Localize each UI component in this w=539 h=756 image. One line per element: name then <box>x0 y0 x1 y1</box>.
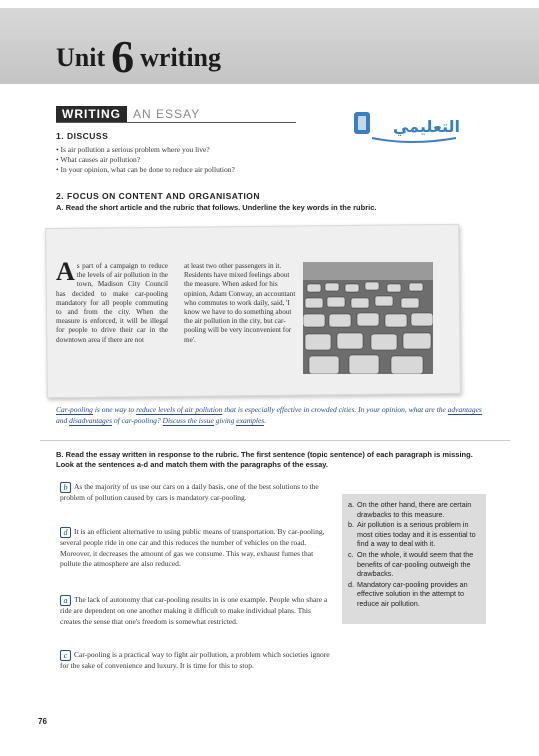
topic-sentence: d. Mandatory car-pooling provides an effective solution in the attempt to reduce air pollution. <box>348 579 468 608</box>
unit-banner <box>0 8 539 84</box>
unit-topic: writing <box>140 43 222 72</box>
rubric-keyword: examples <box>236 416 265 425</box>
discuss-questions <box>56 145 235 175</box>
rubric-segment: giving <box>213 416 237 425</box>
section-tag-main: WRITING <box>56 106 127 122</box>
unit-word: Unit <box>56 43 106 72</box>
article-text-1: s part of a campaign to reduce the levels of air pollution in the town, Madison City Council has decided to make car-pooling mandatory for all people commuting to and from the city. When the measure is enforced, it will be illegal for people to drive their car in the downtown area if there are not <box>56 262 168 344</box>
answer-box[interactable]: b <box>60 482 71 493</box>
instruction-b: B. Read the essay written in response to the rubric. The first sentence (topic sentence) of each paragraph is missing. Look at the sentences a-d and match them with the paragraphs of the essay. <box>56 450 473 469</box>
paragraph-text: It is an efficient alternative to using public means of transportation. By car-pooling, several people ride in one car and this reduces the number of vehicles on the road. Moreover, it decreases the amount of gas we consume. This way, exhaust fumes that pollute the atmosphere are also reduced. <box>60 527 325 568</box>
answer-box[interactable]: a <box>60 595 71 606</box>
rubric-keyword: reduce levels of air pollution <box>136 405 223 414</box>
essay-paragraph-2 <box>60 527 330 570</box>
rubric-segment: . <box>264 416 267 425</box>
topic-sentences-box <box>342 494 486 624</box>
focus-heading: 2. FOCUS ON CONTENT AND ORGANISATION <box>56 191 261 201</box>
rubric-segment: is one way to <box>92 405 137 414</box>
discuss-question: • What causes air pollution? <box>56 155 235 165</box>
rubric-text <box>56 404 486 426</box>
discuss-heading: 1. DISCUSS <box>56 131 109 141</box>
answer-box[interactable]: d <box>60 527 71 538</box>
essay-paragraph-4 <box>60 650 330 672</box>
rubric-keyword: Discuss the issue <box>162 416 214 425</box>
rubric-keyword: disadvantages <box>69 416 113 425</box>
topic-sentence: a. On the other hand, there are certain drawbacks to this measure. <box>348 500 472 519</box>
rubric-segment: of car-pooling? <box>112 416 163 425</box>
topic-sentence: b. Air pollution is a serious problem in most cities today and it is essential to find a way to deal with it. <box>348 520 476 549</box>
article-column-2: at least two other passengers in it. Residents have mixed feelings about the measure. When asked for his opinion, Adam Conway, an accountant who commutes to work daily, said, 'I know we have to do something about the air pollution in the city, but car-pooling will be very inconvenient for me'. <box>184 262 296 344</box>
divider <box>40 440 510 441</box>
rubric-keyword: Car-pooling <box>56 405 93 414</box>
svg-text:التعليمي: التعليمي <box>392 117 460 136</box>
essay-paragraph-3 <box>60 595 330 627</box>
article-column-1 <box>56 257 168 345</box>
discuss-question: • Is air pollution a serious problem where you live? <box>56 145 235 155</box>
paragraph-text: Car-pooling is a practical way to fight air pollution, a problem which societies ignore for the sake of convenience and luxury. It is time for this to stop. <box>60 650 330 670</box>
unit-title <box>56 24 222 82</box>
rubric-segment: and <box>56 416 70 425</box>
rubric-keyword: advantages <box>447 405 482 414</box>
rubric-segment: that is especially effective in crowded cities. In your opinion, what are the <box>222 405 448 414</box>
essay-paragraph-1 <box>60 482 330 504</box>
traffic-jam-photo <box>303 262 433 374</box>
paragraph-text: The lack of autonomy that car-pooling results in is one example. People who share a ride are dependent on one another making it difficult to make individual plans. This creates the sense that one's freedom is somewhat restricted. <box>60 595 328 626</box>
paragraph-text: As the majority of us use our cars on a daily basis, one of the best solutions to the problem of pollution caused by cars is mandatory car-pooling. <box>60 482 319 502</box>
section-underline <box>56 122 296 123</box>
section-tag-sub: AN ESSAY <box>133 107 201 121</box>
article-body <box>56 257 434 387</box>
article-dropcap: A <box>56 257 75 286</box>
answer-box[interactable]: c <box>60 650 71 661</box>
instruction-a: A. Read the short article and the rubric that follows. Underline the key words in the rubric. <box>56 203 377 212</box>
watermark-logo <box>352 102 462 148</box>
section-tag <box>56 106 200 122</box>
unit-number: 6 <box>111 31 135 82</box>
page-number: 76 <box>38 717 47 726</box>
topic-sentence: c. On the whole, it would seem that the benefits of car-pooling outweigh the drawbacks. <box>348 549 474 579</box>
discuss-question: • In your opinion, what can be done to reduce air pollution? <box>56 165 235 175</box>
